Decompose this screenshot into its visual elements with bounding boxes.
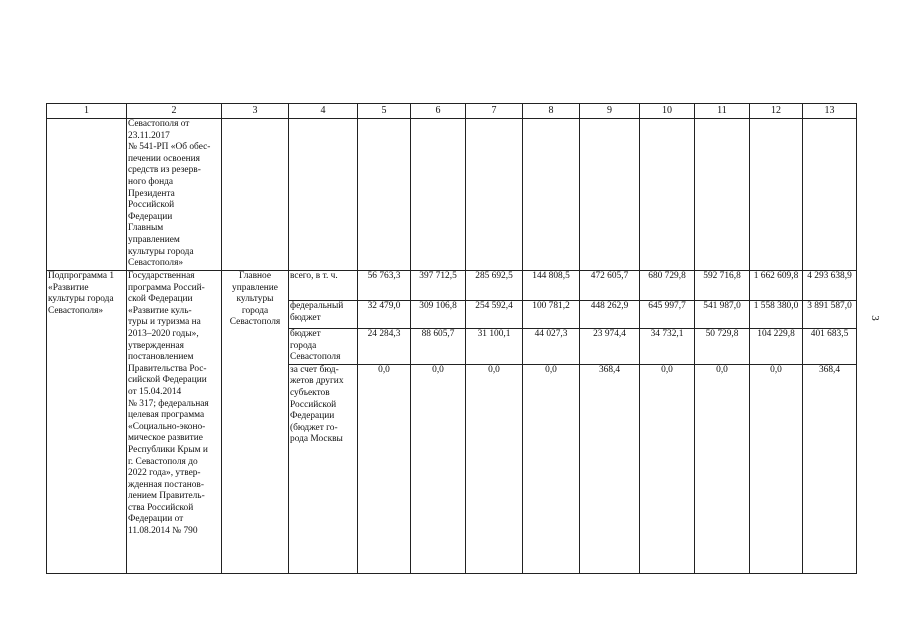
funding-source-label: всего, в т. ч. xyxy=(289,271,358,301)
value-cell: 309 106,8 xyxy=(411,301,466,329)
value-cell: 368,4 xyxy=(580,364,640,573)
cell-empty xyxy=(523,119,580,271)
cell-empty xyxy=(580,119,640,271)
col-header-8: 8 xyxy=(523,104,580,119)
cell-empty xyxy=(47,119,127,271)
value-cell: 31 100,1 xyxy=(466,329,523,365)
cell-empty xyxy=(695,119,750,271)
value-cell: 144 808,5 xyxy=(523,271,580,301)
value-cell: 645 997,7 xyxy=(640,301,695,329)
subprogram-name: Подпрограмма 1 «Развитие культуры города Севастополя» xyxy=(47,271,127,574)
value-cell: 100 781,2 xyxy=(523,301,580,329)
value-cell: 24 284,3 xyxy=(358,329,411,365)
cell-empty xyxy=(750,119,803,271)
value-cell: 50 729,8 xyxy=(695,329,750,365)
cell-empty xyxy=(466,119,523,271)
value-cell: 401 683,5 xyxy=(803,329,857,365)
value-cell: 1 662 609,8 xyxy=(750,271,803,301)
cell-empty xyxy=(222,119,289,271)
cell-empty xyxy=(358,119,411,271)
value-cell: 3 891 587,0 xyxy=(803,301,857,329)
value-cell: 0,0 xyxy=(523,364,580,573)
value-cell: 592 716,8 xyxy=(695,271,750,301)
page-number: 3 xyxy=(868,315,881,321)
value-cell: 368,4 xyxy=(803,364,857,573)
col-header-11: 11 xyxy=(695,104,750,119)
col-header-1: 1 xyxy=(47,104,127,119)
value-cell: 0,0 xyxy=(750,364,803,573)
col-header-6: 6 xyxy=(411,104,466,119)
budget-table xyxy=(46,103,857,574)
col-header-9: 9 xyxy=(580,104,640,119)
value-cell: 32 479,0 xyxy=(358,301,411,329)
value-cell: 0,0 xyxy=(695,364,750,573)
value-cell: 88 605,7 xyxy=(411,329,466,365)
subprogram-basis-text: Государственная программа Россий- ской Федерации «Развитие куль- туры и туризма на 2013–2020 годы», утвержденная постановлением Правительства Рос- сийской Федерации от 15.04.2014 № 317; федеральная целевая программа «Социально-эконо- мическое развитие Республики Крым и г. Севастополя до 2022 года», утвер- жденная постанов- лением Правитель- ства Российской Федерации от 11.08.2014 № 790 xyxy=(127,271,222,574)
col-header-2: 2 xyxy=(127,104,222,119)
responsible-executor: Главное управление культуры города Севастополя xyxy=(222,271,289,574)
value-cell: 0,0 xyxy=(640,364,695,573)
funding-source-label: за счет бюд- жетов других субъектов Российской Федерации (бюджет го- рода Москвы xyxy=(289,364,358,573)
col-header-7: 7 xyxy=(466,104,523,119)
value-cell: 254 592,4 xyxy=(466,301,523,329)
continuation-basis-text: Севастополя от 23.11.2017 № 541-РП «Об обес- печении освоения средств из резерв- ного фонда Президента Российской Федерации Главным управлением культуры города Севастополя» xyxy=(127,119,222,271)
value-cell: 472 605,7 xyxy=(580,271,640,301)
value-cell: 680 729,8 xyxy=(640,271,695,301)
funding-source-label: федеральный бюджет xyxy=(289,301,358,329)
value-cell: 448 262,9 xyxy=(580,301,640,329)
value-cell: 4 293 638,9 xyxy=(803,271,857,301)
table-row xyxy=(47,271,857,301)
value-cell: 1 558 380,0 xyxy=(750,301,803,329)
col-header-13: 13 xyxy=(803,104,857,119)
value-cell: 56 763,3 xyxy=(358,271,411,301)
col-header-10: 10 xyxy=(640,104,695,119)
value-cell: 44 027,3 xyxy=(523,329,580,365)
col-header-4: 4 xyxy=(289,104,358,119)
value-cell: 541 987,0 xyxy=(695,301,750,329)
value-cell: 285 692,5 xyxy=(466,271,523,301)
cell-empty xyxy=(411,119,466,271)
cell-empty xyxy=(640,119,695,271)
col-header-5: 5 xyxy=(358,104,411,119)
value-cell: 0,0 xyxy=(466,364,523,573)
value-cell: 34 732,1 xyxy=(640,329,695,365)
continuation-row xyxy=(47,119,857,271)
funding-source-label: бюджет города Севастополя xyxy=(289,329,358,365)
value-cell: 0,0 xyxy=(358,364,411,573)
col-header-3: 3 xyxy=(222,104,289,119)
cell-empty xyxy=(803,119,857,271)
header-row xyxy=(47,104,857,119)
value-cell: 23 974,4 xyxy=(580,329,640,365)
cell-empty xyxy=(289,119,358,271)
value-cell: 397 712,5 xyxy=(411,271,466,301)
value-cell: 104 229,8 xyxy=(750,329,803,365)
value-cell: 0,0 xyxy=(411,364,466,573)
col-header-12: 12 xyxy=(750,104,803,119)
